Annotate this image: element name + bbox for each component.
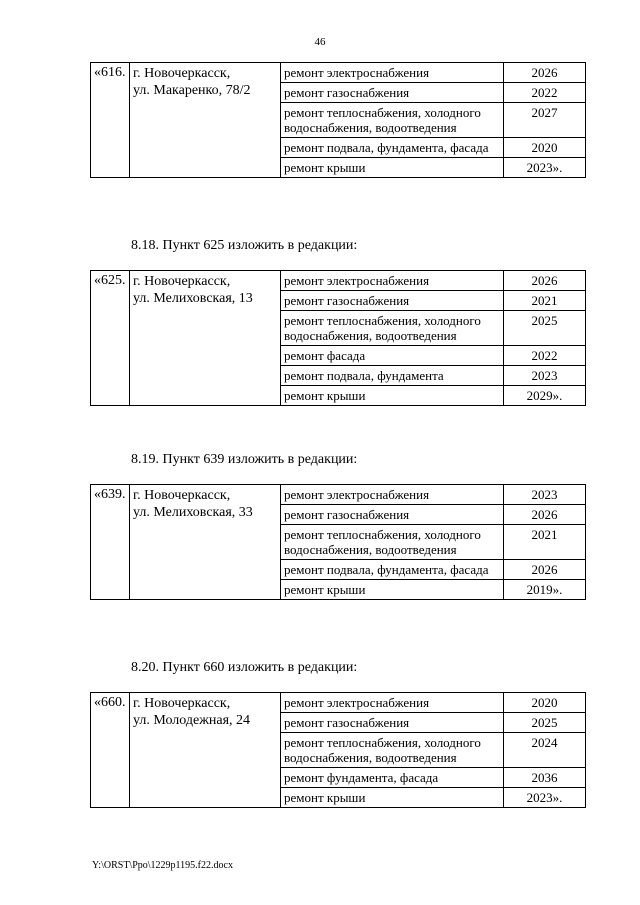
- work-cell: ремонт газоснабжения: [281, 291, 504, 311]
- year-cell: 2022: [504, 346, 586, 366]
- address-city: г. Новочеркасск,: [133, 696, 231, 711]
- address-city: г. Новочеркасск,: [133, 488, 231, 503]
- year-cell: 2024: [504, 733, 586, 768]
- year-cell: 2022: [504, 83, 586, 103]
- work-cell: ремонт теплоснабжения, холодного водоснабжения, водоотведения: [281, 311, 504, 346]
- year-cell: 2026: [504, 505, 586, 525]
- section-heading-8-20: 8.20. Пункт 660 изложить в редакции:: [131, 660, 358, 675]
- year-cell: 2021: [504, 291, 586, 311]
- year-cell: 2019».: [504, 580, 586, 600]
- address-street: ул. Мелиховская, 33: [133, 505, 253, 520]
- year-cell: 2025: [504, 713, 586, 733]
- footer-file-path: Y:\ORST\Ppo\1229p1195.f22.docx: [92, 860, 233, 871]
- section-heading-8-18: 8.18. Пункт 625 изложить в редакции:: [131, 238, 358, 253]
- work-cell: ремонт подвала, фундамента, фасада: [281, 560, 504, 580]
- year-cell: 2020: [504, 693, 586, 713]
- year-cell: 2026: [504, 63, 586, 83]
- work-cell: ремонт газоснабжения: [281, 83, 504, 103]
- address-street: ул. Макаренко, 78/2: [133, 83, 251, 98]
- work-cell: ремонт теплоснабжения, холодного водоснабжения, водоотведения: [281, 733, 504, 768]
- work-cell: ремонт электроснабжения: [281, 485, 504, 505]
- work-cell: ремонт газоснабжения: [281, 505, 504, 525]
- table-row: [91, 271, 586, 291]
- section-heading-8-19: 8.19. Пункт 639 изложить в редакции:: [131, 452, 358, 467]
- address-city: г. Новочеркасск,: [133, 274, 231, 289]
- work-cell: ремонт газоснабжения: [281, 713, 504, 733]
- year-cell: 2021: [504, 525, 586, 560]
- item-address: [130, 485, 281, 600]
- item-address: [130, 693, 281, 808]
- work-cell: ремонт фасада: [281, 346, 504, 366]
- item-address: [130, 63, 281, 178]
- work-cell: ремонт теплоснабжения, холодного водоснабжения, водоотведения: [281, 103, 504, 138]
- work-cell: ремонт подвала, фундамента: [281, 366, 504, 386]
- year-cell: 2026: [504, 271, 586, 291]
- table-row: [91, 63, 586, 83]
- item-number: «660.: [91, 693, 130, 808]
- work-cell: ремонт крыши: [281, 158, 504, 178]
- item-number: «639.: [91, 485, 130, 600]
- item-number: «616.: [91, 63, 130, 178]
- year-cell: 2023».: [504, 158, 586, 178]
- year-cell: 2025: [504, 311, 586, 346]
- work-cell: ремонт крыши: [281, 386, 504, 406]
- year-cell: 2020: [504, 138, 586, 158]
- work-cell: ремонт электроснабжения: [281, 693, 504, 713]
- address-city: г. Новочеркасск,: [133, 66, 231, 81]
- item-number: «625.: [91, 271, 130, 406]
- table-616: [90, 62, 586, 178]
- work-cell: ремонт теплоснабжения, холодного водоснабжения, водоотведения: [281, 525, 504, 560]
- year-cell: 2023: [504, 485, 586, 505]
- year-cell: 2023: [504, 366, 586, 386]
- table-660: [90, 692, 586, 808]
- address-street: ул. Мелиховская, 13: [133, 291, 253, 306]
- work-cell: ремонт фундамента, фасада: [281, 768, 504, 788]
- year-cell: 2029».: [504, 386, 586, 406]
- table-row: [91, 485, 586, 505]
- work-cell: ремонт подвала, фундамента, фасада: [281, 138, 504, 158]
- year-cell: 2036: [504, 768, 586, 788]
- table-625: [90, 270, 586, 406]
- year-cell: 2023».: [504, 788, 586, 808]
- page-number: 46: [314, 36, 326, 48]
- work-cell: ремонт электроснабжения: [281, 63, 504, 83]
- item-address: [130, 271, 281, 406]
- table-row: [91, 693, 586, 713]
- work-cell: ремонт электроснабжения: [281, 271, 504, 291]
- work-cell: ремонт крыши: [281, 788, 504, 808]
- work-cell: ремонт крыши: [281, 580, 504, 600]
- table-639: [90, 484, 586, 600]
- year-cell: 2026: [504, 560, 586, 580]
- address-street: ул. Молодежная, 24: [133, 713, 251, 728]
- year-cell: 2027: [504, 103, 586, 138]
